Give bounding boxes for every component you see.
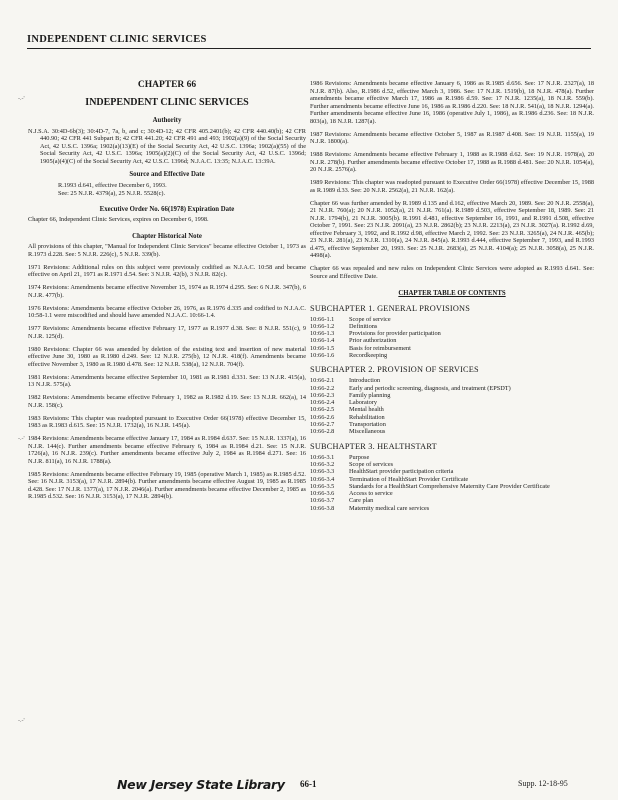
- toc-entry: [310, 399, 594, 406]
- toc-entry-label: Transportation: [349, 421, 386, 429]
- historical-note-paragraph: 1988 Revisions: Amendments became effective February 1, 1988 as R.1988 d.62. See: 19 N.J.R. 1978(a), 20 N.J.R. 278(b). Further amendments became effective October 17, 1988 as R.1988 d.481. See: 20 N.J.R. 1054(a), 20 N.J.R. 2576(a).: [310, 151, 594, 173]
- toc-entry-number: 10:66-2.4: [310, 399, 335, 407]
- historical-notes-left: [28, 243, 306, 501]
- toc-entry-label: Basis for reimbursement: [349, 344, 411, 352]
- toc-entry-number: 10:66-2.5: [310, 406, 335, 414]
- toc-entry-number: 10:66-2.3: [310, 391, 335, 399]
- toc-entry: [310, 468, 594, 475]
- toc-entry-number: 10:66-1.1: [310, 315, 335, 323]
- margin-mark: -.-': [18, 96, 25, 102]
- toc-entry: [310, 490, 594, 497]
- toc-entry-label: Introduction: [349, 377, 381, 385]
- chapter-title: INDEPENDENT CLINIC SERVICES: [85, 97, 249, 108]
- source-line: See: 25 N.J.R. 4379(a), 25 N.J.R. 5528(c).: [58, 190, 166, 197]
- historical-note-paragraph: Chapter 66 was further amended by R.1989 d.135 and d.162, effective March 20, 1989. See: 20 N.J.R. 2558(a), 21 N.J.R. 760(a); 20 N.J.R. 1052(a), 21 N.J.R. 761(a). R.1989 d.503, effective September 18, 1989. See: 21 N.J.R. 1794(b), 21 N.J.R. 3005(b). R.1991 d.481, effective September 16, 1991, and R.1991 d.508, effective October 7, 1991. See: 23 N.J.R. 2091(a), 23 N.J.R. 2862(b); 23 N.J.R. 2213(a), 23 N.J.R. 3027(a). R.1992 d.69, effective February 3, 1992, and R.1992 d.98, effective March 2, 1992. See: 23 N.J.R. 3265(a), 24 N.J.R. 465(b); 23 N.J.R. 281(a), 23 N.J.R. 1310(a), 24 N.J.R. 845(a). R.1993 d.444, effective September 7, 1993, and R.1993 d.475, effective September 20, 1993. See: 25 N.J.R. 2683(a), 25 N.J.R. 4104(a); 25 N.J.R. 3058(a), 25 N.J.R. 4498(a).: [310, 199, 594, 259]
- toc-entry-label: Access to service: [349, 490, 393, 498]
- historical-note-paragraph: 1974 Revisions: Amendments became effective November 15, 1974 as R.1974 d.295. See: 6 N.J.R. 347(b), 6 N.J.R. 477(b).: [28, 284, 306, 299]
- toc-entry-label: Scope of services: [349, 460, 394, 468]
- toc-subchapter-title: SUBCHAPTER 2. PROVISION OF SERVICES: [310, 365, 479, 375]
- toc-heading: CHAPTER TABLE OF CONTENTS: [398, 290, 506, 297]
- historical-note-paragraph: 1976 Revisions: Amendments became effective October 26, 1976, as R.1976 d.335 and codified to N.J.A.C. 10:58-1.1 were miscodified and should have amended N.J.A.C. 10:66-1.4.: [28, 304, 306, 319]
- toc-entry: [310, 461, 594, 468]
- historical-note-paragraph: 1977 Revisions: Amendments became effective February 17, 1977 as R.1977 d.38. See: 8 N.J.R. 551(c), 9 N.J.R. 125(d).: [28, 325, 306, 340]
- right-column: [310, 80, 594, 512]
- toc-entry-label: Laboratory: [349, 399, 377, 407]
- toc-entry-number: 10:66-3.2: [310, 460, 335, 468]
- historical-note-paragraph: 1983 Revisions: This chapter was readopted pursuant to Executive Order 66(1978) effective December 15, 1983 as R.1983 d.615. See: 15 N.J.R. 1732(a), 16 N.J.R. 145(a).: [28, 414, 306, 429]
- toc-entry: [310, 345, 594, 352]
- running-head: INDEPENDENT CLINIC SERVICES: [27, 34, 207, 45]
- source-heading: Source and Effective Date: [129, 171, 205, 178]
- toc-entry-number: 10:66-2.8: [310, 428, 335, 436]
- chapter-number: CHAPTER 66: [137, 80, 197, 90]
- executive-order-text: Chapter 66, Independent Clinic Services, expires on December 6, 1998.: [28, 216, 209, 223]
- historical-note-heading: Chapter Historical Note: [132, 232, 202, 240]
- toc-entry-label: Termination of HealthStart Provider Certificate: [349, 475, 469, 483]
- toc-entry-number: 10:66-1.3: [310, 330, 335, 338]
- toc-entry: [310, 454, 594, 461]
- toc-entry-label: Standards for a HealthStart Comprehensive Maternity Care Provider Certificate: [349, 482, 550, 490]
- toc-entry-label: Mental health: [349, 406, 384, 414]
- historical-note-paragraph: 1971 Revisions: Additional rules on this subject were previously codified as N.J.A.C. 10:58 and became effective on April 21, 1971 as R.1971 d.54. See: 3 N.J.R. 42(b), 3 N.J.R. 82(c).: [28, 263, 306, 278]
- toc-entry-number: 10:66-3.7: [310, 497, 335, 505]
- supplement-date: Supp. 12-18-95: [518, 779, 568, 788]
- toc-entry-label: Definitions: [349, 322, 378, 330]
- toc-entry-number: 10:66-3.3: [310, 468, 335, 476]
- source-lines: [28, 182, 306, 198]
- toc-entry: [310, 352, 594, 359]
- toc-entry-label: Family planning: [349, 391, 391, 399]
- toc-entry-number: 10:66-1.2: [310, 322, 335, 330]
- toc-subchapter-title: SUBCHAPTER 3. HEALTHSTART: [310, 441, 437, 451]
- historical-note-paragraph: All provisions of this chapter, "Manual for Independent Clinic Services" became effective October 1, 1973 as R.1973 d.228. See: 5 N.J.R. 226(c), 5 N.J.R. 339(b).: [28, 243, 306, 258]
- historical-note-paragraph: 1987 Revisions: Amendments became effective October 5, 1987 as R.1987 d.408. See: 19 N.J.R. 1155(a), 19 N.J.R. 1800(a).: [310, 130, 594, 145]
- historical-note-paragraph: 1984 Revisions: Amendments became effective January 17, 1984 as R.1984 d.637. See: 15 N.J.R. 1337(a), 16 N.J.R. 144(c). Further amendments became effective February 6, 1984 as R.1984 d.21. See: 15 N.J.R. 1726(a), 16 N.J.R. 239(c). Further amendments became effective July 2, 1984 as R.1984 d.271. See: 16 N.J.R. 811(a), 16 N.J.R. 1788(a).: [28, 435, 306, 465]
- toc-entry-label: Miscellaneous: [349, 428, 386, 436]
- toc-entry: [310, 385, 594, 392]
- historical-note-paragraph: 1985 Revisions: Amendments became effective February 19, 1985 (operative March 1, 1985) as R.1985 d.52. See: 16 N.J.R. 3153(a), 17 N.J.R. 2894(b). Further amendments became effective August 19, 1985 as R.1985 d.428. See: 17 N.J.R. 1377(a), 17 N.J.R. 2046(a). Further amendments became effective December 2, 1985 as R.1985 d.532. See: 16 N.J.R. 3153(a), 17 N.J.R. 2894(b).: [28, 470, 306, 500]
- historical-note-paragraph: 1986 Revisions: Amendments became effective January 6, 1986 as R.1985 d.656. See: 17 N.J.R. 2327(a), 18 N.J.R. 87(b). Also, R.1986 d.52, effective March 3, 1986. See: 17 N.J.R. 1519(b), 18 N.J.R. 478(a). Further amendments became effective March 17, 1986 as R.1986 d.59. See: 17 N.J.R. 1235(a), 18 N.J.R. 559(b). Further amendments became effective June 16, 1986 as R.1986 d.220. See: 18 N.J.R. 541(a), 18 N.J.R. 1294(a). Further amendments became effective June 16, 1986 (operative July 1, 1986), as R.1986 d.236. See: 18 N.J.R. 803(a), 18 N.J.R. 1287(a).: [310, 80, 594, 125]
- toc-entry-number: 10:66-2.7: [310, 421, 335, 429]
- left-column: [28, 80, 306, 506]
- toc-entry-label: Purpose: [349, 453, 370, 461]
- toc-entry-label: Prior authorization: [349, 337, 397, 345]
- toc-entry-label: Care plan: [349, 497, 374, 505]
- historical-note-paragraph: 1981 Revisions: Amendments became effective September 10, 1981 as R.1981 d.331. See: 13 N.J.R. 415(a), 13 N.J.R. 575(a).: [28, 373, 306, 388]
- historical-note-paragraph: 1989 Revisions: This chapter was readopted pursuant to Executive Order 66(1978) effective December 15, 1988 as R.1989 d.33. See: 20 N.J.R. 2562(a), 21 N.J.R. 162(a).: [310, 179, 594, 194]
- toc-entry: [310, 483, 594, 490]
- toc-entry-number: 10:66-1.6: [310, 351, 335, 359]
- toc-entry-label: Provisions for provider participation: [349, 330, 441, 338]
- toc-entry: [310, 497, 594, 504]
- toc-entry: [310, 392, 594, 399]
- margin-mark: -.-': [18, 718, 25, 724]
- toc-entry-number: 10:66-2.1: [310, 377, 335, 385]
- toc-entry-number: 10:66-3.4: [310, 475, 335, 483]
- historical-note-paragraph: 1980 Revisions: Chapter 66 was amended by deletion of the existing text and insertion of new material effective June 30, 1980 as R.1980 d.249. See: 12 N.J.R. 275(b), 12 N.J.R. 418(f). Amendments became effective November 3, 1980 as R.1980 d.478. See: 12 N.J.R. 538(a), 12 N.J.R. 704(f).: [28, 345, 306, 368]
- toc-entry: [310, 337, 594, 344]
- authority-text: N.J.S.A. 30:4D-6b(3); 30:4D-7, 7a, b, and c; 30:4D-12; 42 CFR 405.2401(b); 42 CFR 440.40(b); 42 CFR 440.90; 42 CFR 441 Subpart B; 42 CFR 441.20; 42 CFR 491 and 493; 1902(a)(9) of the Social Security Act, 42 U.S.C. 1396a; 1902(a)(13)(E) of the Social Security Act, 42 U.S.C. 1396a; 1902(a)(55) of the Social Security Act, 42 U.S.C. 1396a; 1905(a)(2)(C) of the Social Security Act, 42 U.S.C. 1396d; 1905(a)(4)(C) of the Social Security Act, 42 U.S.C. 1396d; N.J.A.C. 13:35; N.J.A.C. 13:39A.: [28, 127, 306, 165]
- toc-entry-label: HealthStart provider participation criteria: [349, 468, 454, 476]
- authority-heading: Authority: [152, 117, 182, 124]
- toc-entry-label: Early and periodic screening, diagnosis, and treatment (EPSDT): [349, 384, 511, 392]
- toc-entry-number: 10:66-3.1: [310, 453, 335, 461]
- toc-entry: [310, 377, 594, 384]
- toc-entry-number: 10:66-3.8: [310, 504, 335, 512]
- toc-entry: [310, 428, 594, 435]
- toc-entry-number: 10:66-1.5: [310, 344, 335, 352]
- toc-subchapter-title: SUBCHAPTER 1. GENERAL PROVISIONS: [310, 303, 471, 313]
- toc-entry-number: 10:66-3.5: [310, 482, 335, 490]
- toc-entry-label: Maternity medical care services: [349, 504, 430, 512]
- toc-entry-number: 10:66-1.4: [310, 337, 335, 345]
- toc-entry-label: Rehabilitation: [349, 413, 385, 421]
- toc-entry: [310, 421, 594, 428]
- margin-mark: -.-': [18, 436, 25, 442]
- page-number: 66-1: [300, 779, 317, 789]
- historical-note-paragraph: Chapter 66 was repealed and new rules on Independent Clinic Services were adopted as R.1993 d.641. See: Source and Effective Date.: [310, 265, 594, 280]
- library-stamp: New Jersey State Library: [117, 777, 285, 792]
- table-of-contents: [310, 304, 594, 513]
- toc-entry: [310, 406, 594, 413]
- header-rule: [27, 48, 591, 49]
- toc-entry-label: Scope of service: [349, 315, 391, 323]
- historical-notes-right: [310, 80, 594, 280]
- historical-note-paragraph: 1982 Revisions: Amendments became effective February 1, 1982 as R.1982 d.19. See: 13 N.J.R. 662(a), 14 N.J.R. 158(c).: [28, 394, 306, 409]
- toc-entry: [310, 414, 594, 421]
- toc-entry-number: 10:66-2.2: [310, 384, 335, 392]
- toc-entry: [310, 316, 594, 323]
- toc-entry-number: 10:66-3.6: [310, 490, 335, 498]
- executive-order-heading: Executive Order No. 66(1978) Expiration Date: [99, 205, 235, 213]
- toc-entry: [310, 505, 594, 512]
- toc-entry: [310, 323, 594, 330]
- toc-entry: [310, 330, 594, 337]
- toc-entry-number: 10:66-2.6: [310, 413, 335, 421]
- toc-entry-label: Recordkeeping: [349, 351, 388, 359]
- source-line: R.1993 d.641, effective December 6, 1993.: [58, 181, 167, 189]
- toc-entry: [310, 476, 594, 483]
